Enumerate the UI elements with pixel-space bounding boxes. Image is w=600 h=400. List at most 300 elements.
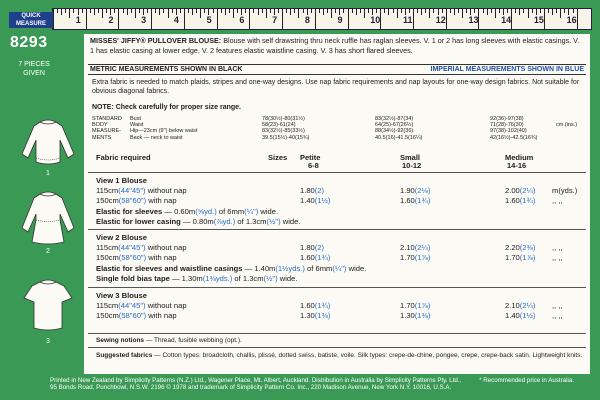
ruler-tick	[401, 9, 402, 13]
notion-text: — 0.60m	[162, 207, 196, 216]
ruler-tick	[262, 9, 263, 13]
std-line: STANDARD	[92, 116, 122, 122]
ruler-number: 16	[566, 15, 577, 25]
view3-row2-label	[96, 311, 177, 320]
size-range-note: NOTE: Check carefully for proper size range.	[92, 104, 241, 111]
qty: 1.40	[505, 311, 520, 320]
fabric-width: 150cm	[96, 196, 119, 205]
notion-label: Single fold bias tape	[96, 274, 170, 283]
ruler-number: 3	[141, 15, 147, 25]
ruler-tick	[106, 9, 107, 13]
ruler-number: 1	[75, 15, 81, 25]
ruler-tick	[282, 9, 283, 29]
ruler-tick	[221, 9, 222, 13]
ruler-tick	[217, 9, 218, 29]
ruler-number: 5	[206, 15, 212, 25]
qty-imperial: (1⅞)	[414, 253, 431, 262]
pattern-number: 8293	[10, 34, 48, 51]
notion-text: wide.	[277, 274, 298, 283]
qty-imperial: (1¾)	[314, 253, 331, 262]
suggested-label: Suggested fabrics	[96, 352, 153, 359]
ruler-tick	[495, 9, 496, 18]
notions-text: — Thread, fusible webbing (opt.).	[144, 337, 242, 344]
nap-type: without nap	[147, 301, 187, 310]
ruler-tick	[303, 9, 304, 13]
ruler-tick	[278, 9, 279, 13]
nap-type: without nap	[147, 186, 187, 195]
ruler-tick	[564, 9, 565, 13]
ruler-tick	[127, 9, 128, 15]
ruler-tick	[94, 9, 95, 15]
ruler-tick	[335, 9, 336, 13]
qty-imperial: (2¼)	[519, 301, 536, 310]
view1-row1-small	[400, 186, 430, 195]
ruler-tick	[172, 9, 173, 13]
ruler-tick	[323, 9, 324, 15]
ruler-tick	[425, 9, 426, 13]
suggested-text: — Cotton types: broadcloth, challis, plissé, dotted swiss, batiste, voile. Silk types: crepe-de-chine, pongee, crepe, crepe-back satin. Lightweight knits.	[152, 352, 583, 359]
ruler-tick	[53, 9, 54, 29]
notion-imperial: (1½yds.)	[275, 264, 305, 273]
nap-type: with nap	[148, 311, 177, 320]
view2-row2-label	[96, 253, 177, 262]
fabric-width: 115cm	[96, 301, 119, 310]
ruler-tick	[409, 9, 410, 13]
notion-text: of 6mm	[216, 207, 245, 216]
ruler-tick	[294, 9, 295, 13]
quick-measure-ruler	[15, 8, 592, 30]
qty-imperial: (2⅜)	[519, 243, 536, 252]
ruler-tick	[139, 9, 140, 13]
ruler-tick	[577, 9, 578, 29]
blouse-view2-illustration	[18, 190, 78, 250]
measure-value: 42(16½)-42.5(16¾)	[490, 134, 538, 141]
ruler-tick	[225, 9, 226, 15]
view3-row1-petite	[300, 301, 330, 310]
view2-elastic	[96, 264, 366, 273]
notion-imperial: (⅝yd.)	[195, 207, 217, 216]
fabric-width: 115cm	[96, 243, 119, 252]
ruler-tick	[331, 9, 332, 18]
fabric-width-imperial: (58"60")	[118, 196, 147, 205]
ruler-number: 15	[533, 15, 544, 25]
qty: 1.60	[505, 196, 520, 205]
ruler-tick	[270, 9, 271, 13]
view3-row1-label	[96, 301, 187, 310]
unit-label: ,, ,,	[552, 301, 563, 310]
ruler-tick	[233, 9, 234, 18]
nap-type: with nap	[148, 196, 177, 205]
ruler-tick	[519, 9, 520, 15]
ruler-number: 12	[435, 15, 446, 25]
fabric-width: 150cm	[96, 253, 119, 262]
ruler-tick	[507, 9, 508, 13]
ruler-tick	[511, 9, 512, 29]
ruler-label-bottom: MEASURE	[15, 21, 46, 27]
ruler-tick	[442, 9, 443, 13]
qty: 1.70	[400, 253, 415, 262]
ruler-tick	[180, 9, 181, 13]
ruler-tick	[462, 9, 463, 18]
figure-number-3: 3	[46, 338, 50, 345]
ruler-tick	[515, 9, 516, 13]
pieces-given	[10, 60, 58, 78]
extra-fabric-note: Extra fabric is needed to match plaids, stripes and one-way designs. Use nap fabric requirements and nap layouts for one-way design fabrics. Not suitable for obvious diagonal fabrics.	[92, 79, 580, 95]
view2-row1-medium	[505, 243, 535, 252]
ruler-tick	[446, 9, 447, 29]
ruler-tick	[388, 9, 389, 15]
left-column	[10, 34, 80, 78]
ruler-number: 2	[108, 15, 114, 25]
view2-bias-tape	[96, 274, 297, 283]
ruler-tick	[188, 9, 189, 13]
std-line: MENTS	[92, 134, 112, 141]
ruler-tick	[376, 9, 377, 13]
qty: 1.80	[300, 243, 315, 252]
ruler-number: 8	[304, 15, 310, 25]
footer-line2: 95 Bonds Road, Punchbowl, N.S.W. 2196 © 1978 and trademark of Simplicity Pattern Co. Inc., 220 Madison Avenue, New York N.Y. 10016, U.S.A.	[50, 384, 452, 392]
view1-row1-medium	[505, 186, 535, 195]
sizes-label: Sizes	[268, 153, 288, 162]
divider	[88, 333, 586, 334]
view1-row2-small	[400, 196, 430, 205]
ruler-tick	[552, 9, 553, 15]
measure-label: Back — neck to waist	[130, 134, 183, 141]
view3-row2-medium	[505, 311, 535, 320]
blouse-view1-illustration	[18, 118, 78, 173]
notion-text: of 1.3cm	[232, 274, 264, 283]
measure-label: Bust	[130, 116, 142, 122]
std-line: BODY	[92, 122, 108, 129]
qty: 2.10	[400, 243, 415, 252]
ruler-tick	[356, 9, 357, 15]
qty-imperial: (2⅛)	[414, 186, 431, 195]
unit-label: ,, ,,	[552, 311, 563, 320]
notion-imperial: (¼")	[244, 207, 259, 216]
medium-header: Medium	[505, 153, 534, 162]
standard-body-measurements-label	[92, 116, 122, 141]
view3-row1-small	[400, 301, 430, 310]
measure-unit: cm.(ins.)	[556, 122, 578, 128]
pieces-line1: 7 PIECES	[18, 61, 50, 68]
view1-row2-petite	[300, 196, 330, 205]
fabric-width-imperial: (44"45")	[118, 186, 146, 195]
metric-legend: METRIC MEASUREMENTS SHOWN IN BLACK	[90, 66, 243, 73]
ruler-tick	[286, 9, 287, 13]
qty: 1.60	[300, 301, 315, 310]
notion-imperial: (½")	[263, 274, 278, 283]
ruler-tick	[266, 9, 267, 18]
measure-value: 39.5(15½)-40(15¾)	[262, 134, 310, 141]
ruler-tick	[61, 9, 62, 15]
ruler-tick	[159, 9, 160, 15]
unit-label: m(yds.)	[552, 186, 578, 195]
fabric-required-title: Fabric required	[96, 153, 151, 162]
small-range: 10-12	[402, 161, 422, 170]
qty: 1.70	[505, 253, 520, 262]
fabric-width-imperial: (58"60")	[118, 311, 147, 320]
ruler-tick	[114, 9, 115, 13]
ruler-tick	[417, 9, 418, 13]
notion-text: wide.	[280, 217, 301, 226]
ruler-tick	[204, 9, 205, 13]
notion-text: — 0.80m	[180, 217, 214, 226]
ruler-tick	[487, 9, 488, 15]
figure-number-1: 1	[46, 170, 50, 177]
petite-range: 6-8	[308, 161, 319, 170]
ruler-tick	[548, 9, 549, 13]
ruler-number: 14	[501, 15, 512, 25]
ruler-tick	[102, 9, 103, 18]
suggested-fabrics	[96, 352, 584, 360]
recommended-price-note: * Recommended price in Australia.	[479, 377, 574, 384]
measurement-labels	[130, 116, 197, 141]
ruler-tick	[298, 9, 299, 18]
ruler-number: 9	[337, 15, 343, 25]
ruler-tick	[483, 9, 484, 13]
qty: 2.20	[505, 243, 520, 252]
measurement-legend-bar	[88, 64, 586, 75]
view1-row2-label	[96, 196, 177, 205]
ruler-tick	[163, 9, 164, 13]
view1-elastic-sleeves	[96, 207, 278, 216]
ruler-number: 11	[403, 15, 413, 25]
qty-imperial: (1½)	[314, 196, 331, 205]
unit-label: ,, ,,	[552, 253, 563, 262]
figure-number-2: 2	[46, 248, 50, 255]
qty-imperial: (2)	[314, 243, 325, 252]
qty-imperial: (1¾)	[314, 301, 331, 310]
qty: 1.30	[300, 311, 315, 320]
ruler-tick	[352, 9, 353, 13]
qty-imperial: (1⅞)	[414, 301, 431, 310]
measure-label: Hip—23cm (9") below waist	[130, 128, 198, 135]
ruler-tick	[253, 9, 254, 13]
ruler-tick	[131, 9, 132, 13]
qty-imperial: (2¼)	[414, 243, 431, 252]
ruler-tick	[319, 9, 320, 13]
ruler-tick	[327, 9, 328, 13]
ruler-tick	[433, 9, 434, 13]
view3-row1-medium	[505, 301, 535, 310]
ruler-tick	[544, 9, 545, 29]
ruler-tick	[343, 9, 344, 13]
measure-label: Waist	[130, 122, 144, 129]
ruler-tick	[135, 9, 136, 18]
ruler-tick	[213, 9, 214, 13]
ruler-tick	[348, 9, 349, 29]
description-title: MISSES' JIFFY® PULLOVER BLOUSE:	[90, 36, 222, 45]
qty-imperial: (2)	[314, 186, 325, 195]
sewing-notions	[96, 337, 242, 344]
qty-imperial: (1⅞)	[519, 253, 536, 262]
notion-text: wide.	[346, 264, 367, 273]
notion-text: wide.	[258, 207, 279, 216]
ruler-tick	[397, 9, 398, 18]
qty-imperial: (1⅜)	[314, 311, 331, 320]
ruler-tick	[196, 9, 197, 13]
measure-value: 78(30½)-80(31½)	[262, 116, 305, 122]
footer-line1: Printed in New Zealand by Simplicity Patterns (N.Z.) Ltd., Wagener Place, Mt. Albert, Auckland. Distribution in Australia by Simplicity Patterns Pty. Ltd.,	[50, 377, 462, 384]
qty-imperial: (1¾)	[414, 196, 431, 205]
view2-row2-petite	[300, 253, 330, 262]
ruler-number: 4	[173, 15, 179, 25]
measure-value: 88(34½)-92(36)	[375, 128, 414, 135]
notion-text: — 1.40m	[242, 264, 276, 273]
unit-label: ,, ,,	[552, 196, 563, 205]
ruler-tick	[315, 9, 316, 29]
ruler-tick	[168, 9, 169, 18]
quick-measure-label	[9, 12, 53, 28]
ruler-tick	[491, 9, 492, 13]
measure-value: 97(38)-102(40)	[490, 128, 527, 135]
blouse-view3-illustration	[18, 278, 78, 336]
ruler-tick	[184, 9, 185, 29]
notions-label: Sewing notions	[96, 337, 145, 344]
view1-title: View 1 Blouse	[96, 176, 147, 185]
ruler-tick	[311, 9, 312, 13]
qty-imperial: (1⅜)	[414, 311, 431, 320]
small-measurements	[375, 116, 422, 141]
notion-text: — 1.30m	[169, 274, 203, 283]
ruler-number: 6	[239, 15, 245, 25]
ruler-tick	[532, 9, 533, 13]
divider	[88, 172, 586, 173]
ruler-tick	[147, 9, 148, 13]
qty: 1.70	[400, 301, 415, 310]
qty: 1.80	[300, 186, 315, 195]
nap-type: with nap	[148, 253, 177, 262]
ruler-number: 7	[272, 15, 278, 25]
view1-row2-medium	[505, 196, 535, 205]
imperial-legend: IMPERIAL MEASUREMENTS SHOWN IN BLUE	[430, 66, 584, 73]
divider	[88, 347, 586, 348]
ruler-tick	[458, 9, 459, 13]
fabric-width-imperial: (58"60")	[118, 253, 147, 262]
divider	[88, 287, 586, 288]
medium-measurements	[490, 116, 537, 141]
ruler-tick	[450, 9, 451, 13]
ruler-tick	[384, 9, 385, 13]
notion-imperial: (¼")	[332, 264, 347, 273]
view3-row2-small	[400, 311, 430, 320]
ruler-tick	[474, 9, 475, 13]
view2-row1-petite	[300, 243, 324, 252]
ruler-tick	[73, 9, 74, 13]
ruler-tick	[290, 9, 291, 15]
qty: 1.40	[300, 196, 315, 205]
view3-row2-petite	[300, 311, 330, 320]
ruler-tick	[245, 9, 246, 13]
unit-label: ,, ,,	[552, 243, 563, 252]
notion-text: of 6mm	[304, 264, 333, 273]
qty: 2.00	[505, 186, 520, 195]
fabric-width: 150cm	[96, 311, 119, 320]
measure-value: 40.5(16)-41.5(16¼)	[375, 134, 423, 141]
ruler-tick	[380, 9, 381, 29]
ruler-tick	[118, 9, 119, 29]
view2-row2-medium	[505, 253, 535, 262]
ruler-label-top: QUICK	[21, 13, 41, 19]
qty-imperial: (1½)	[519, 311, 536, 320]
measure-value: 83(32½)-85(33½)	[262, 128, 305, 135]
ruler-tick	[499, 9, 500, 13]
ruler-tick	[556, 9, 557, 13]
qty: 1.60	[300, 253, 315, 262]
view2-row2-small	[400, 253, 430, 262]
ruler-tick	[237, 9, 238, 13]
ruler-tick	[69, 9, 70, 18]
medium-range: 14-16	[507, 161, 527, 170]
notion-imperial: (⅞yd.)	[213, 217, 236, 226]
ruler-tick	[200, 9, 201, 18]
ruler-tick	[429, 9, 430, 18]
divider	[88, 229, 586, 230]
nap-type: without nap	[147, 243, 187, 252]
ruler-tick	[540, 9, 541, 13]
fabric-width: 115cm	[96, 186, 119, 195]
fabric-width-imperial: (44"45")	[118, 301, 146, 310]
qty-imperial: (2¼)	[519, 186, 536, 195]
measure-value: 71(28)-76(30)	[490, 122, 524, 129]
qty: 1.90	[400, 186, 415, 195]
ruler-tick	[229, 9, 230, 13]
view1-row1-petite	[300, 186, 324, 195]
ruler-tick	[258, 9, 259, 15]
measure-value: 92(36)-97(38)	[490, 116, 524, 122]
view1-row1-label	[96, 186, 187, 195]
std-line: MEASURE-	[92, 128, 122, 135]
ruler-tick	[86, 9, 87, 29]
view2-title: View 2 Blouse	[96, 233, 147, 242]
ruler-tick	[82, 9, 83, 13]
qty-imperial: (1¾)	[519, 196, 536, 205]
ruler-tick	[421, 9, 422, 15]
qty: 2.10	[505, 301, 520, 310]
small-header: Small	[400, 153, 421, 162]
ruler-tick	[393, 9, 394, 13]
ruler-number: 10	[370, 15, 381, 25]
ruler-tick	[413, 9, 414, 29]
petite-measurements	[262, 116, 309, 141]
measure-value: 83(32½)-87(34)	[375, 116, 414, 122]
ruler-tick	[523, 9, 524, 13]
view3-title: View 3 Blouse	[96, 291, 147, 300]
ruler-tick	[364, 9, 365, 18]
measure-value: 58(23)-61(24)	[262, 122, 296, 129]
ruler-tick	[155, 9, 156, 13]
view2-row1-label	[96, 243, 187, 252]
ruler-tick	[528, 9, 529, 18]
ruler-tick	[360, 9, 361, 13]
ruler-number: 13	[468, 15, 479, 25]
ruler-tick	[123, 9, 124, 13]
ruler-tick	[65, 9, 66, 13]
ruler-tick	[368, 9, 369, 13]
pattern-description	[90, 36, 585, 55]
ruler-tick	[560, 9, 561, 18]
ruler-tick	[466, 9, 467, 13]
notion-imperial: (1⅜yds.)	[202, 274, 233, 283]
notion-label: Elastic for sleeves	[96, 207, 163, 216]
view2-row1-small	[400, 243, 430, 252]
ruler-tick	[57, 9, 58, 13]
ruler-tick	[249, 9, 250, 29]
ruler-tick	[192, 9, 193, 15]
qty: 1.60	[400, 196, 415, 205]
notion-text: of 1.3cm	[235, 217, 267, 226]
ruler-tick	[478, 9, 479, 29]
